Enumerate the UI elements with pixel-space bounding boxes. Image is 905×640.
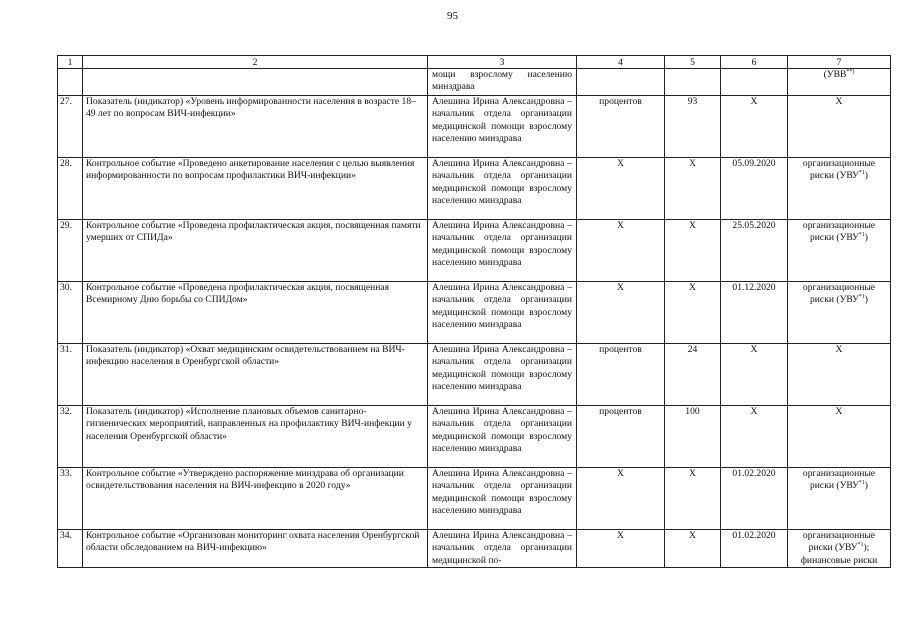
description-cell: Показатель (индикатор) «Уровень информированности населения в возрасте 18–49 лет по вопросам ВИЧ-инфекции»	[83, 96, 428, 158]
unit-cell: X	[577, 282, 665, 344]
risk-cell: организационные риски (УВУ$^{*1}$)	[788, 220, 891, 282]
description-cell: Контрольное событие «Проведена профилактическая акция, посвященная памяти умерших от СПИДа»	[83, 220, 428, 282]
risk-cell: организационные риски (УВУ$^{*1}$)	[788, 468, 891, 530]
unit-cell: X	[577, 530, 665, 568]
description-cell	[83, 69, 428, 96]
table-row	[58, 220, 891, 282]
risk-cell: организационные риски (УВУ$^{*1}$); финансовые риски	[788, 530, 891, 568]
date-cell: 01.02.2020	[721, 468, 788, 530]
responsible-cell: мощи взрослому населению минздрава	[428, 69, 577, 96]
value-cell	[665, 69, 721, 96]
date-cell: 01.02.2020	[721, 530, 788, 568]
description-cell: Показатель (индикатор) «Охват медицинским освидетельствованием на ВИЧ-инфекцию населения в Оренбургской области»	[83, 344, 428, 406]
value-cell: X	[665, 282, 721, 344]
date-cell: X	[721, 406, 788, 468]
risk-cell: X	[788, 96, 891, 158]
unit-cell: X	[577, 220, 665, 282]
table-row	[58, 406, 891, 468]
column-number: 2	[83, 56, 428, 69]
date-cell: 01.12.2020	[721, 282, 788, 344]
responsible-cell: Алешина Ирина Александровна – начальник отдела организации медицинской помощи взрослому населению минздрава	[428, 468, 577, 530]
date-cell: X	[721, 344, 788, 406]
row-number-cell: 32.	[58, 406, 83, 468]
responsible-cell: Алешина Ирина Александровна – начальник отдела организации медицинской по-	[428, 530, 577, 568]
value-cell: 24	[665, 344, 721, 406]
value-cell: X	[665, 220, 721, 282]
risk-cell: организационные риски (УВУ$^{*1}$)	[788, 282, 891, 344]
unit-cell: X	[577, 158, 665, 220]
continuation-row	[58, 69, 891, 96]
column-number: 5	[665, 56, 721, 69]
unit-cell: процентов	[577, 96, 665, 158]
column-numbers-row	[58, 56, 891, 69]
description-cell: Контрольное событие «Организован мониторинг охвата населения Оренбургской области обследованием на ВИЧ-инфекцию»	[83, 530, 428, 568]
unit-cell	[577, 69, 665, 96]
value-cell: 93	[665, 96, 721, 158]
description-cell: Контрольное событие «Проведена профилактическая акция, посвященная Всемирному Дню борьбы со СПИДом»	[83, 282, 428, 344]
row-number-cell: 27.	[58, 96, 83, 158]
responsible-cell: Алешина Ирина Александровна – начальник отдела организации медицинской помощи взрослому населению минздрава	[428, 344, 577, 406]
value-cell: X	[665, 468, 721, 530]
column-number: 3	[428, 56, 577, 69]
page-number: 95	[447, 10, 458, 22]
unit-cell: процентов	[577, 344, 665, 406]
row-number-cell: 34.	[58, 530, 83, 568]
table-row	[58, 344, 891, 406]
date-cell: X	[721, 96, 788, 158]
row-number-cell: 28.	[58, 158, 83, 220]
value-cell: X	[665, 158, 721, 220]
date-cell: 25.05.2020	[721, 220, 788, 282]
column-number: 1	[58, 56, 83, 69]
responsible-cell: Алешина Ирина Александровна – начальник отдела организации медицинской помощи взрослому населению минздрава	[428, 96, 577, 158]
table-row	[58, 468, 891, 530]
table-row	[58, 158, 891, 220]
risk-cell: X	[788, 344, 891, 406]
value-cell: X	[665, 530, 721, 568]
table-row	[58, 282, 891, 344]
row-number-cell: 29.	[58, 220, 83, 282]
description-cell: Контрольное событие «Утверждено распоряжение минздрава об организации освидетельствования населения на ВИЧ-инфекцию в 2020 году»	[83, 468, 428, 530]
table-row	[58, 530, 891, 568]
row-number-cell: 31.	[58, 344, 83, 406]
risk-cell: организационные риски (УВУ$^{*1}$)	[788, 158, 891, 220]
row-number-cell: 33.	[58, 468, 83, 530]
plan-table	[57, 55, 891, 568]
description-cell: Контрольное событие «Проведено анкетирование населения с целью выявления информированности по вопросам профилактики ВИЧ-инфекции»	[83, 158, 428, 220]
risk-cell: (УВВ**)	[788, 69, 891, 96]
risk-cell: X	[788, 406, 891, 468]
unit-cell: X	[577, 468, 665, 530]
responsible-cell: Алешина Ирина Александровна – начальник отдела организации медицинской помощи взрослому населению минздрава	[428, 158, 577, 220]
row-number-cell	[58, 69, 83, 96]
column-number: 6	[721, 56, 788, 69]
date-cell	[721, 69, 788, 96]
column-number: 7	[788, 56, 891, 69]
column-number: 4	[577, 56, 665, 69]
responsible-cell: Алешина Ирина Александровна – начальник отдела организации медицинской помощи взрослому населению минздрава	[428, 406, 577, 468]
value-cell: 100	[665, 406, 721, 468]
date-cell: 05.09.2020	[721, 158, 788, 220]
row-number-cell: 30.	[58, 282, 83, 344]
description-cell: Показатель (индикатор) «Исполнение плановых объемов санитарно-гигиенических мероприятий, направленных на профилактику ВИЧ-инфекции у населения Оренбургской области»	[83, 406, 428, 468]
table-row	[58, 96, 891, 158]
responsible-cell: Алешина Ирина Александровна – начальник отдела организации медицинской помощи взрослому населению минздрава	[428, 282, 577, 344]
responsible-cell: Алешина Ирина Александровна – начальник отдела организации медицинской помощи взрослому населению минздрава	[428, 220, 577, 282]
unit-cell: процентов	[577, 406, 665, 468]
